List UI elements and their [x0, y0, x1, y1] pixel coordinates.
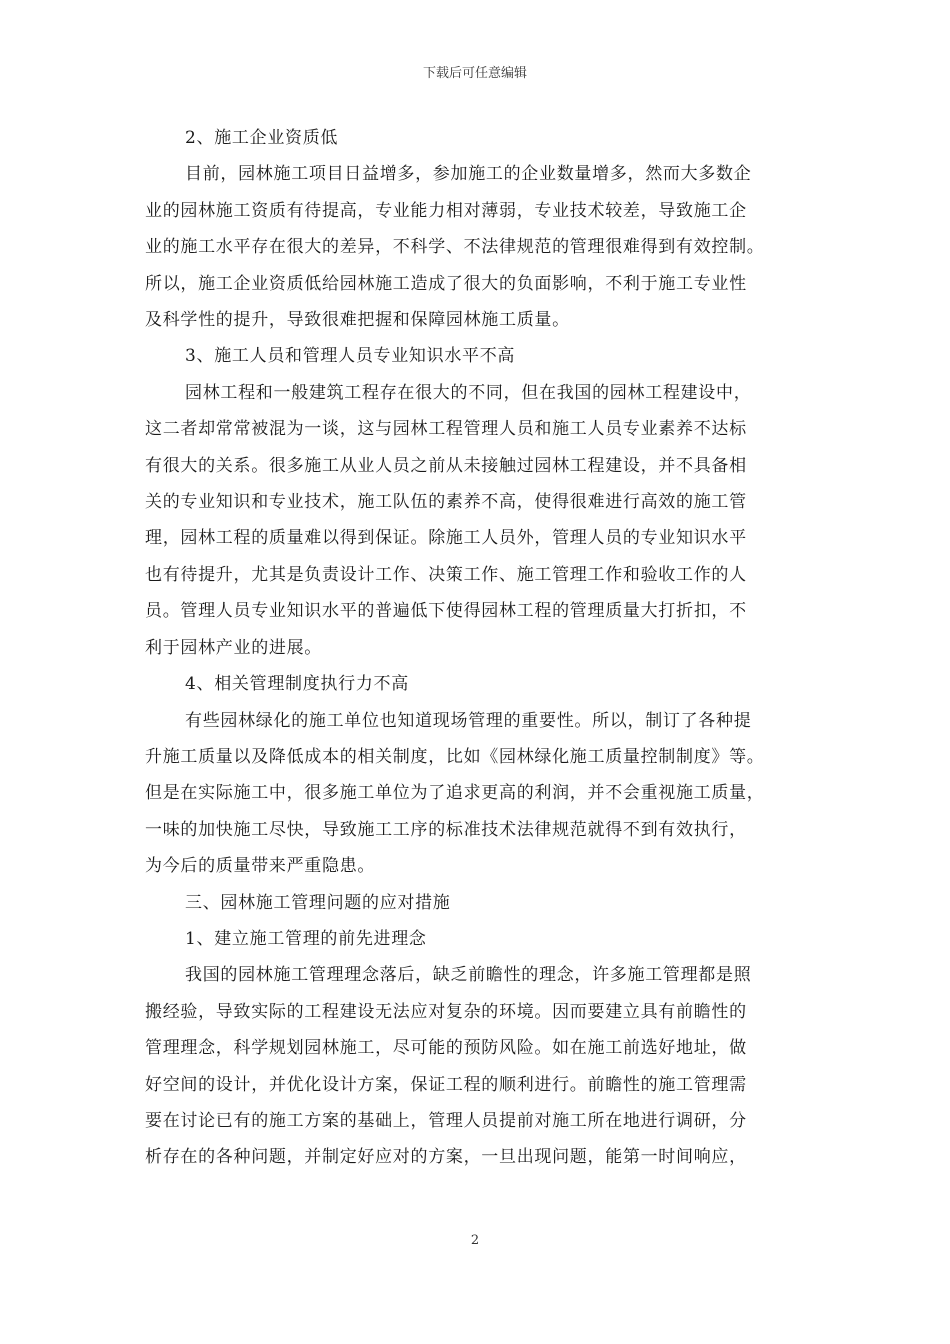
section-heading: 2、施工企业资质低 — [185, 128, 339, 148]
body-paragraph: 园林工程和一般建筑工程存在很大的不同，但在我国的园林工程建设中， 这二者却常常被混为一谈，这与园林工程管理人员和施工人员专业素养不达标 有很大的关系。很多施工从业人员之前从未接触过园林工程建设，并不具备相 关的专业知识和专业技术，施工队伍的素养不高，使得很难进行高效的施工管 理，园林工程的质量难以得到保证。除施工人员外，管理人员的专业知识水平 也有待提升，尤其是负责设计工作、决策工作、施工管理工作和验收工作的人 员。管理人员专业知识水平的普遍低下使得园林工程的管理质量大打折扣，不 利于园林产业的进展。 — [145, 382, 752, 658]
page-number: 2 — [470, 1233, 480, 1248]
section-heading: 4、相关管理制度执行力不高 — [185, 674, 409, 695]
document-body — [145, 120, 815, 1176]
page-header: 下载后可任意编辑 — [422, 66, 527, 81]
body-paragraph: 有些园林绿化的施工单位也知道现场管理的重要性。所以，制订了各种提 升施工质量以及降低成本的相关制度，比如《园林绿化施工质量控制制度》等。 但是在实际施工中，很多施工单位为了追求更高的利润，并不会重视施工质量， 一味的加快施工尽快，导致施工工序的标准技术法律规范就得不到有效执行， 为今后的质量带来严重隐患。 — [145, 710, 765, 877]
section-heading: 1、建立施工管理的前先进理念 — [185, 928, 427, 949]
body-paragraph: 目前，园林施工项目日益增多，参加施工的企业数量增多，然而大多数企 业的园林施工资质有待提高，专业能力相对薄弱，专业技术较差，导致施工企 业的施工水平存在很大的差异，不科学、不法律规范的管理很难得到有效控制。 所以，施工企业资质低给园林施工造成了很大的负面影响，不利于施工专业性 及科学性的提升，导致很难把握和保障园林施工质量。 — [145, 164, 765, 331]
body-paragraph: 我国的园林施工管理理念落后，缺乏前瞻性的理念，许多施工管理都是照 搬经验，导致实际的工程建设无法应对复杂的环境。因而要建立具有前瞻性的 管理理念，科学规划园林施工，尽可能的预防风险。如在施工前选好地址，做 好空间的设计，并优化设计方案，保证工程的顺利进行。前瞻性的施工管理需 要在讨论已有的施工方案的基础上，管理人员提前对施工所在地进行调研，分 析存在的各种问题，并制定好应对的方案，一旦出现问题，能第一时间响应， — [145, 965, 752, 1168]
section-heading: 3、施工人员和管理人员专业知识水平不高 — [185, 346, 516, 367]
section-heading: 三、园林施工管理问题的应对措施 — [185, 892, 451, 913]
